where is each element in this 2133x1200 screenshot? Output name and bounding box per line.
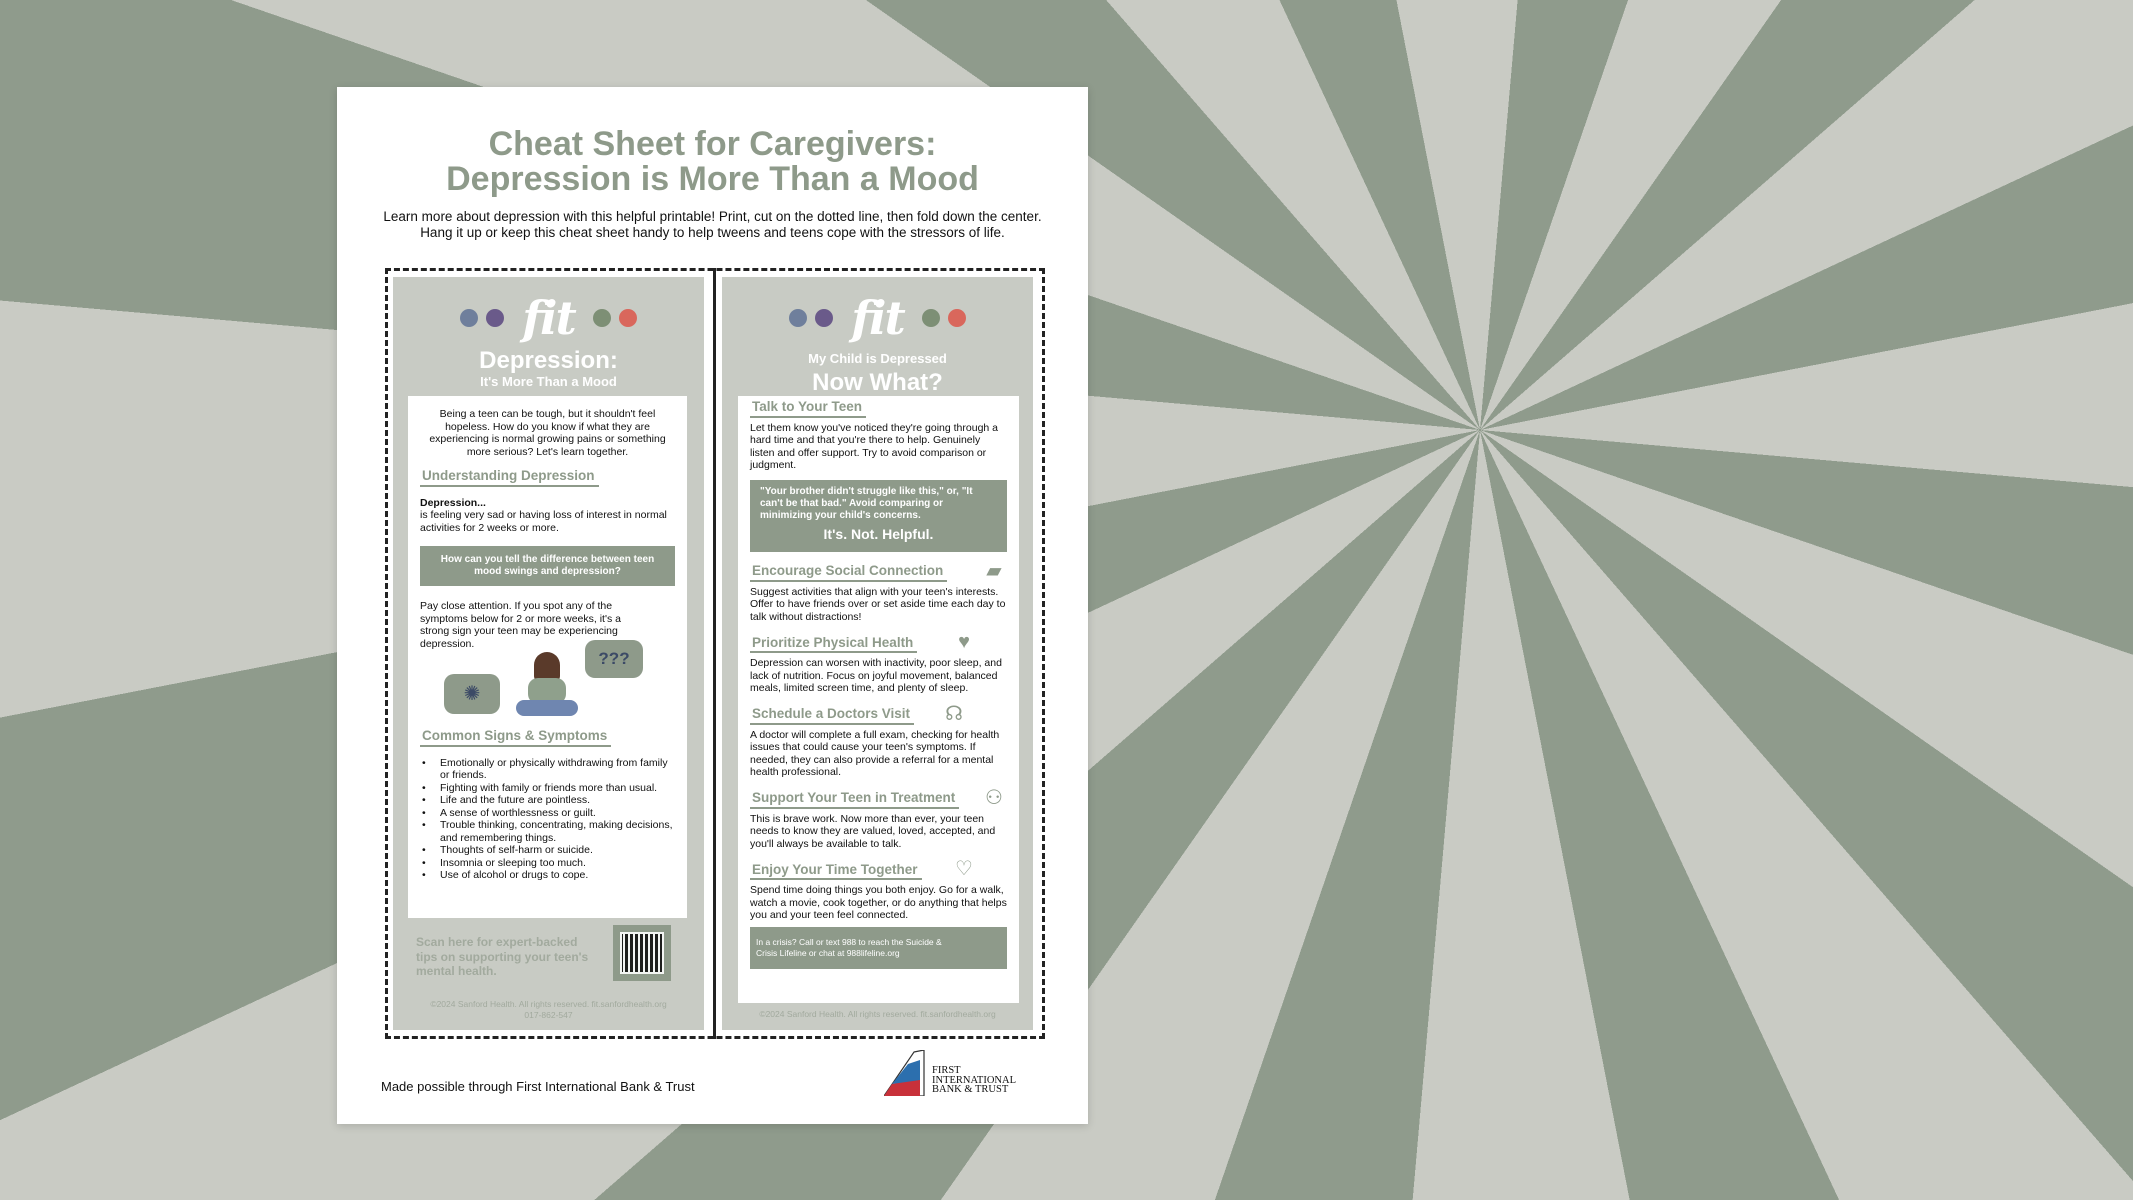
intro-text: Being a teen can be tough, but it shouldn't feel hopeless. How do you know if what they are experiencing is normal growing pains or something more serious? Let's learn together. [429,408,666,458]
dot-icon [815,309,833,327]
section-text: A doctor will complete a full exam, checking for health issues that could cause your teen's symptoms. If needed, they can also provide a referral for a mental health professional. [750,728,1000,778]
qr-code[interactable] [613,925,671,981]
right-footer: ©2024 Sanford Health. All rights reserved. fit.sanfordhealth.org [759,1009,996,1019]
copyright-text: ©2024 Sanford Health. All rights reserved. fit.sanfordhealth.org [430,999,667,1009]
heart-hands-icon: ♡ [955,858,973,880]
list-item: • A sense of worthlessness or guilt. [420,807,675,820]
panel-subheading: My Child is Depressed [808,351,947,366]
fit-logo [393,291,704,345]
dot-icon [922,309,940,327]
right-card [738,396,1019,1003]
symptom-list [420,757,675,882]
list-item: • Thoughts of self-harm or suicide. [420,844,675,857]
question-bubble-icon: ??? [585,640,643,678]
logo-line: INTERNATIONAL [932,1074,1016,1086]
section-text: This is brave work. Now more than ever, your teen needs to know they are valued, loved, accepted, and you'll always be available to talk. [750,812,996,850]
crisis-box: In a crisis? Call or text 988 to reach the Suicide & Crisis Lifeline or chat at 988lifeline.org [750,927,1007,969]
section-heading: Common Signs & Symptoms [420,730,611,747]
list-item: • Trouble thinking, concentrating, making decisions, and remembering things. [420,819,675,844]
section-heading: Understanding Depression [420,470,599,487]
scan-prompt: Scan here for expert-backed tips on supporting your teen's mental health. [416,935,589,978]
sad-teen-icon [516,652,576,722]
section-text: Spend time doing things you both enjoy. Go for a walk, watch a movie, cook together, or do anything that helps you and your teen feel connected. [750,884,1007,921]
dot-icon [948,309,966,327]
chat-bubbles-icon: ▰ [986,559,1002,582]
list-item: • Fighting with family or friends more than usual. [420,782,675,795]
list-item: • Life and the future are pointless. [420,794,675,807]
heart-pulse-icon: ♥ [958,631,970,653]
list-item: • Use of alcohol or drugs to cope. [420,869,675,882]
section-heading: Encourage Social Connection [750,565,947,582]
document-title [337,127,1088,197]
code-text: 017-862-547 [524,1010,573,1020]
cheat-sheet-document [337,87,1088,1124]
tangled-thought-bubble-icon: ✺ [444,674,500,714]
question-box: How can you tell the difference between teen mood swings and depression? [420,546,675,586]
right-panel [722,277,1033,1030]
left-panel [393,277,704,1030]
sponsor-text: Made possible through First International Bank & Trust [381,1079,695,1094]
logo-line: BANK & TRUST [932,1084,1009,1095]
section-heading: Prioritize Physical Health [750,637,917,654]
brand-logo-text: fit [851,291,904,345]
panel-heading: Now What? [812,369,943,396]
dot-icon [789,309,807,327]
title-line-2: Depression is More Than a Mood [446,160,979,198]
definition-term: Depression... [420,496,486,509]
dot-icon [619,309,637,327]
fit-logo [722,291,1033,345]
teen-illustration [420,650,675,726]
bank-logo-mark-icon [884,1050,936,1096]
title-line-1: Cheat Sheet for Caregivers: [488,125,937,163]
section-text: Let them know you've noticed they're going through a hard time and that you're there to help. Genuinely listen and offer support. Try to avoid comparison or judgment. [750,421,999,471]
list-item: • Insomnia or sleeping too much. [420,857,675,870]
definition-text: is feeling very sad or having loss of interest in normal activities for 2 weeks or more. [420,509,667,534]
dot-icon [460,309,478,327]
family-icon: ⚇ [985,786,1003,809]
quote-text: "Your brother didn't struggle like this," or, "It can't be that bad." Avoid comparing or minimizing your child's concerns. [760,485,973,521]
left-card [408,396,687,918]
dot-icon [593,309,611,327]
section-text: Depression can worsen with inactivity, poor sleep, and lack of nutrition. Focus on joyful movement, balanced meals, limited screen time, and plenty of sleep. [750,657,1002,694]
attention-text: Pay close attention. If you spot any of the symptoms below for 2 or more weeks, it's a strong sign your teen may be experiencing depression. [420,600,621,650]
bank-logo-text [932,1066,1016,1095]
brand-logo-text: fit [522,291,575,345]
section-heading: Talk to Your Teen [750,401,866,418]
list-item: • Emotionally or physically withdrawing from family or friends. [420,757,675,782]
section-heading: Schedule a Doctors Visit [750,708,914,725]
section-heading: Support Your Teen in Treatment [750,792,959,809]
fold-line [713,268,716,1039]
not-helpful-box [750,480,1007,552]
bank-logo [884,1050,1024,1096]
quote-tag: It's. Not. Helpful. [823,525,934,542]
left-footer [393,999,704,1021]
section-heading: Enjoy Your Time Together [750,864,922,881]
section-text: Suggest activities that align with your teen's interests. Offer to have friends over or set aside time each day to talk without distractions! [750,585,1006,623]
dot-icon [486,309,504,327]
panel-subheading: It's More Than a Mood [480,374,617,389]
stethoscope-icon: ☊ [945,702,963,725]
panel-heading: Depression: [479,347,618,374]
document-description: Learn more about depression with this helpful printable! Print, cut on the dotted line, then fold down the center. Hang it up or keep this cheat sheet handy to help tweens and teens cope with the stressors of life. [383,209,1042,240]
logo-line: FIRST [932,1065,961,1076]
